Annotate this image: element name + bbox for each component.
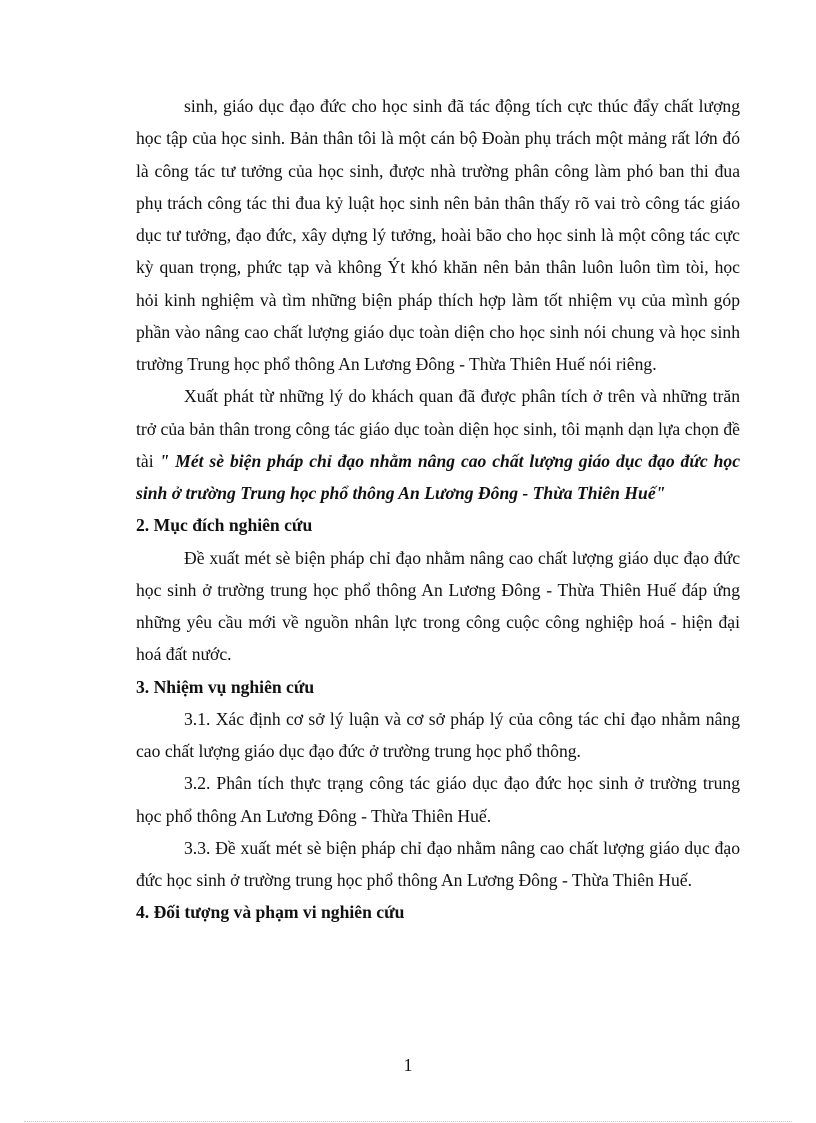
section-heading-tasks: 3. Nhiệm vụ nghiên cứu xyxy=(136,676,315,697)
task-item: 3.1. Xác định cơ sở lý luận và cơ sở pháp lý của công tác chỉ đạo nhằm nâng cao chất lượng giáo dục đạo đức ở trường trung học phổ thông. xyxy=(136,708,740,761)
document-body xyxy=(136,90,740,929)
section-heading-purpose: 2. Mục đích nghiên cứu xyxy=(136,515,313,536)
page-number: 1 xyxy=(403,1055,413,1075)
research-title: " Mét sè biện pháp chỉ đạo nhằm nâng cao chất lượng giáo dục đạo đức học sinh ở trường Trung học phổ thông An Lương Đông - Thừa Thiên Huế" xyxy=(136,450,740,503)
purpose-paragraph: Đề xuất mét sè biện pháp chỉ đạo nhằm nâng cao chất lượng giáo dục đạo đức học sinh ở trường trung học phổ thông An Lương Đông - Thừa Thiên Huế đáp ứng những yêu cầu mới về nguồn nhân lực trong công cuộc công nghiệp hoá - hiện đại hoá đất nước. xyxy=(136,547,740,665)
section-heading-scope: 4. Đối tượng và phạm vi nghiên cứu xyxy=(136,902,405,923)
intro-paragraph: sinh, giáo dục đạo đức cho học sinh đã tác động tích cực thúc đẩy chất lượng học tập của học sinh. Bản thân tôi là một cán bộ Đoàn phụ trách một mảng rất lớn đó là công tác tư tưởng của học sinh, được nhà trường phân công làm phó ban thi đua phụ trách công tác thi đua kỷ luật học sinh nên bản thân thấy rõ vai trò công tác giáo dục tư tưởng, đạo đức, xây dựng lý tưởng, hoài bão cho học sinh là một công tác cực kỳ quan trọng, phức tạp và không Ýt khó khăn nên bản thân luôn luôn tìm tòi, học hỏi kinh nghiệm và tìm những biện pháp thích hợp làm tốt nhiệm vụ của mình góp phần vào nâng cao chất lượng giáo dục toàn diện cho học sinh nói chung và học sinh trường Trung học phổ thông An Lương Đông - Thừa Thiên Huế nói riêng. xyxy=(136,96,740,374)
page-bottom-divider xyxy=(24,1121,792,1122)
topic-selection-text: Xuất phát từ những lý do khách quan đã được phân tích ở trên và những trăn trở của bản thân trong công tác giáo dục toàn diện học sinh, tôi mạnh dạn lựa chọn đề tài xyxy=(136,386,740,471)
task-item: 3.3. Đề xuất mét sè biện pháp chỉ đạo nhằm nâng cao chất lượng giáo dục đạo đức học sinh ở trường trung học phổ thông An Lương Đông - Thừa Thiên Huế. xyxy=(136,837,740,890)
topic-selection-paragraph xyxy=(136,380,740,509)
task-item: 3.2. Phân tích thực trạng công tác giáo dục đạo đức học sinh ở trường trung học phổ thông An Lương Đông - Thừa Thiên Huế. xyxy=(136,773,740,826)
